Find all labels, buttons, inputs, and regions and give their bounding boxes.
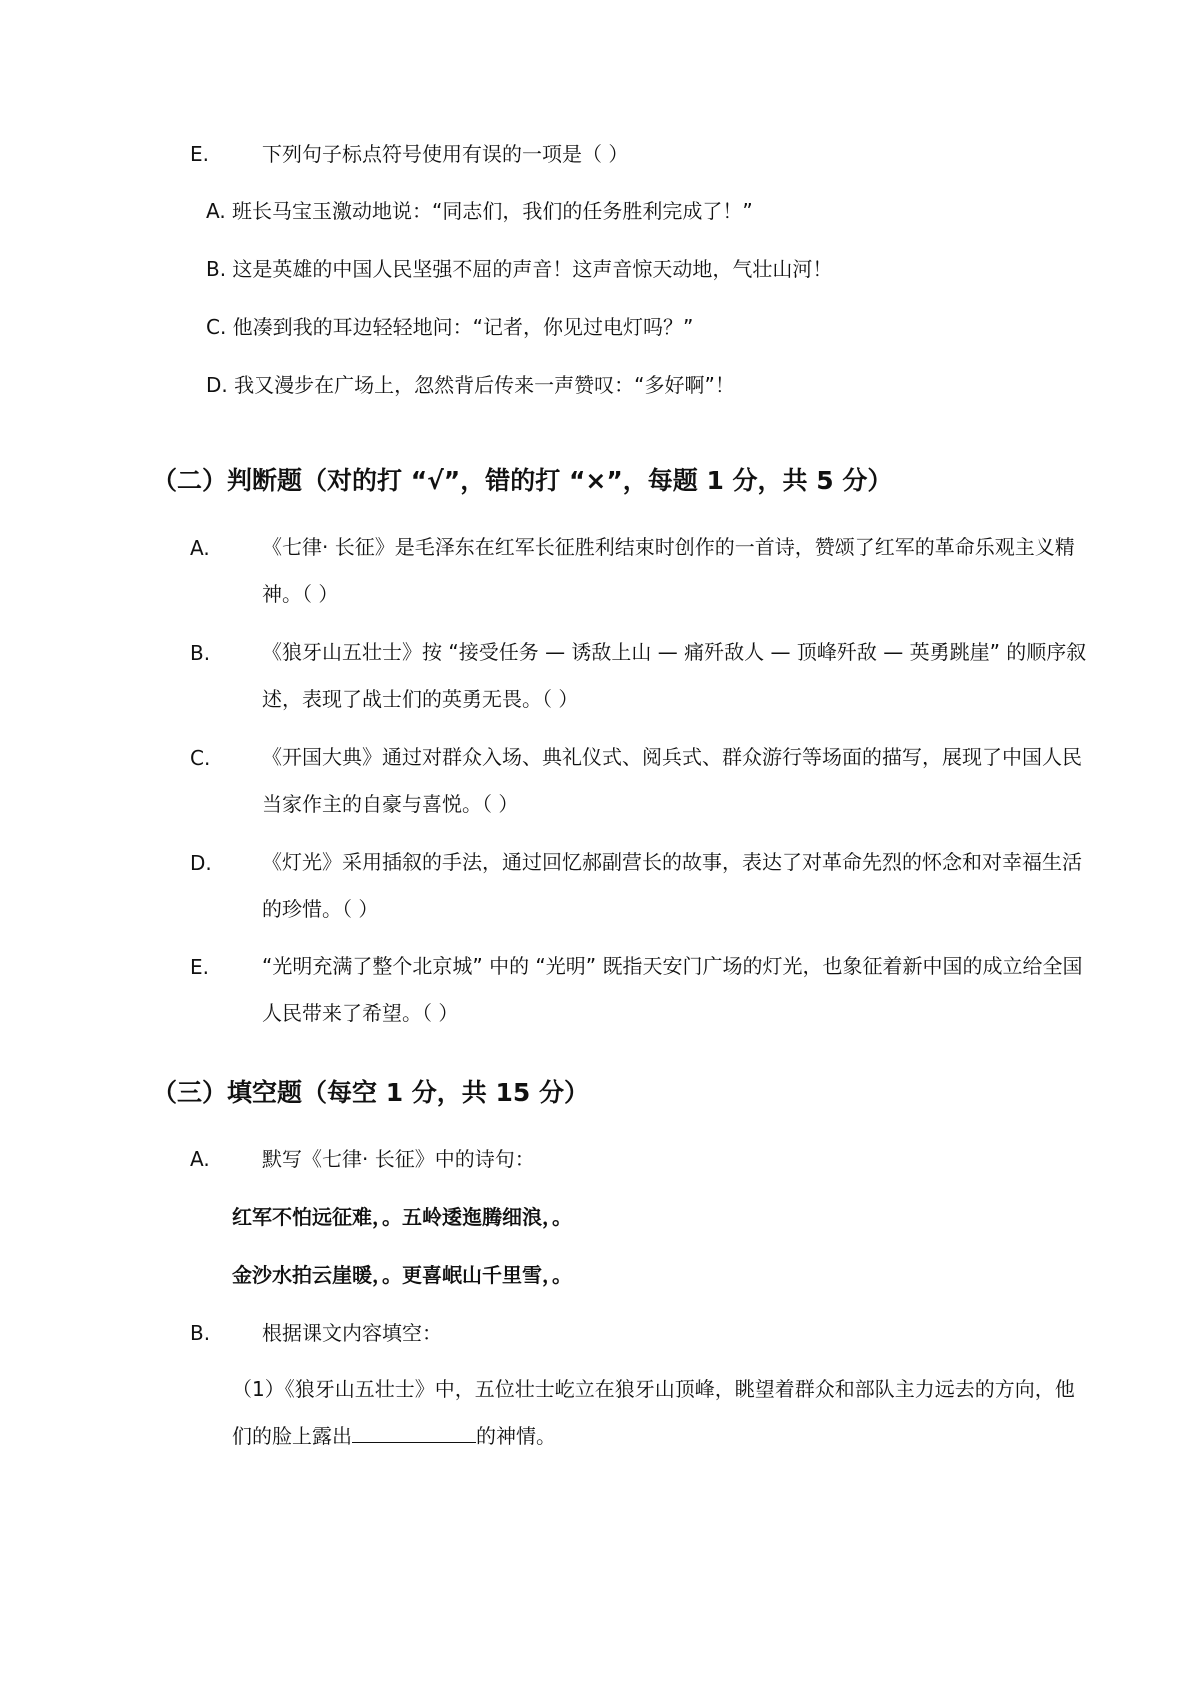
item-marker: A. — [190, 1147, 210, 1171]
sub-question-text: 的神情。 — [476, 1424, 556, 1448]
fill-sub-question — [232, 1366, 1092, 1460]
section-heading-fill-blank: （三）填空题（每空 1 分，共 15 分） — [152, 1078, 590, 1107]
sub-question-text: （1）《狼牙山五壮士》中，五位壮士屹立在狼牙山顶峰，眺望着群众和部队主力远去的方向，他们的脸上露出 — [232, 1377, 1075, 1448]
section-heading-true-false: （二）判断题（对的打 “√”，错的打 “×”，每题 1 分，共 5 分） — [152, 466, 893, 495]
true-false-item: “光明充满了整个北京城” 中的 “光明” 既指天安门广场的灯光，也象征着新中国的成立给全国人民带来了希望。（ ） — [262, 954, 1083, 1025]
option-b: B. 这是英雄的中国人民坚强不屈的声音！这声音惊天动地，气壮山河！ — [206, 257, 833, 281]
true-false-item: 《灯光》采用插叙的手法，通过回忆郝副营长的故事，表达了对革命先烈的怀念和对幸福生活的珍惜。（ ） — [262, 850, 1082, 921]
item-marker: B. — [190, 641, 211, 665]
poem-line: 红军不怕远征难，。五岭逶迤腾细浪，。 — [232, 1205, 572, 1229]
item-marker: A. — [190, 536, 210, 560]
question-marker: E. — [190, 142, 209, 166]
answer-blank[interactable] — [352, 1422, 476, 1443]
fill-item-text: 默写《七律· 长征》中的诗句： — [262, 1147, 535, 1171]
true-false-item: 《七律· 长征》是毛泽东在红军长征胜利结束时创作的一首诗，赞颂了红军的革命乐观主义精神。（ ） — [262, 535, 1075, 606]
option-c: C. 他凑到我的耳边轻轻地问：“记者，你见过电灯吗？” — [206, 315, 694, 339]
fill-item-text: 根据课文内容填空： — [262, 1321, 442, 1345]
item-marker: D. — [190, 851, 212, 875]
true-false-item: 《开国大典》通过对群众入场、典礼仪式、阅兵式、群众游行等场面的描写，展现了中国人民当家作主的自豪与喜悦。（ ） — [262, 745, 1082, 816]
option-a: A. 班长马宝玉激动地说：“同志们，我们的任务胜利完成了！” — [206, 199, 753, 223]
item-marker: E. — [190, 955, 209, 979]
poem-line: 金沙水拍云崖暖，。更喜岷山千里雪，。 — [232, 1263, 572, 1287]
item-marker: B. — [190, 1321, 211, 1345]
question-text: 下列句子标点符号使用有误的一项是（ ） — [262, 142, 629, 166]
true-false-item: 《狼牙山五壮士》按 “接受任务 — 诱敌上山 — 痛歼敌人 — 顶峰歼敌 — 英勇跳崖” 的顺序叙述，表现了战士们的英勇无畏。（ ） — [262, 640, 1087, 711]
option-d: D. 我又漫步在广场上，忽然背后传来一声赞叹：“多好啊”！ — [206, 373, 735, 397]
item-marker: C. — [190, 746, 211, 770]
